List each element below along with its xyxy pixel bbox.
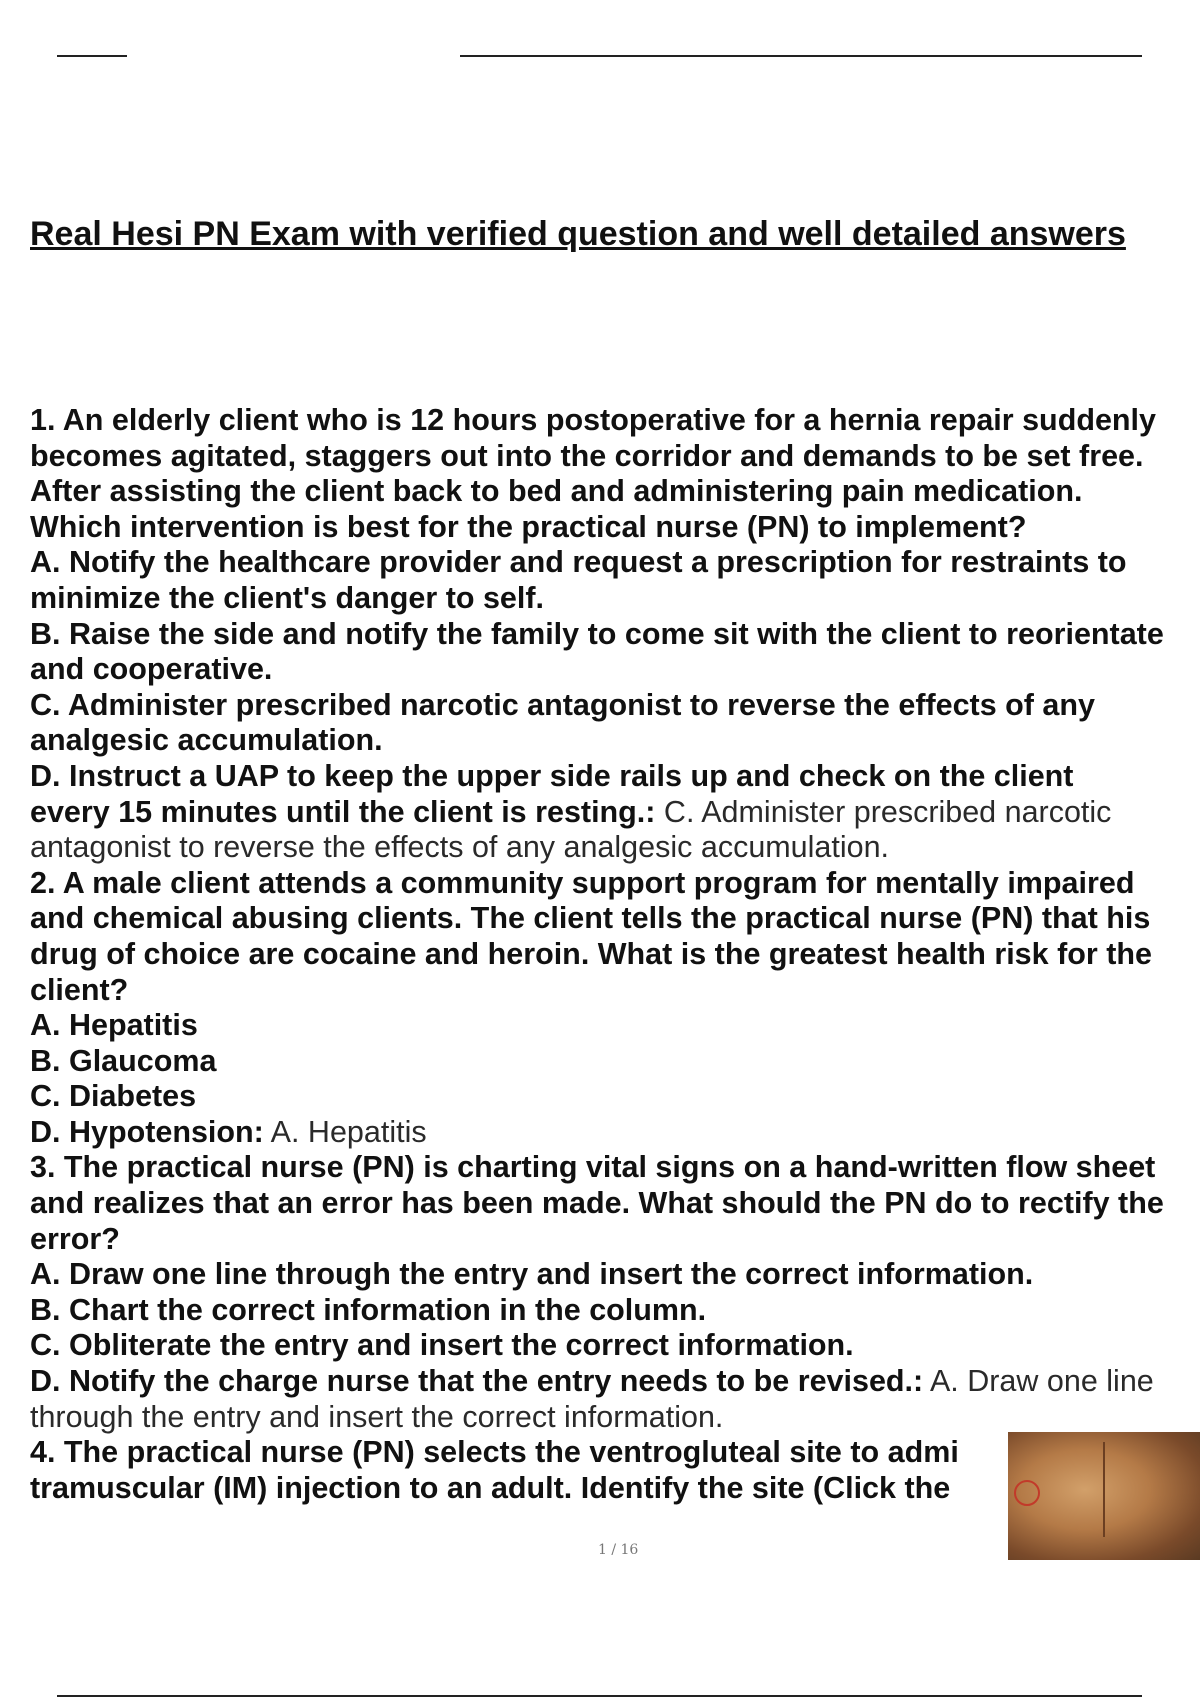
question-text: and realizes that an error has been made. What should the PN do to rectify the — [30, 1186, 1164, 1221]
image-crease — [1103, 1442, 1105, 1537]
question-text: D. Hypotension: — [30, 1114, 264, 1149]
text-line — [30, 901, 1200, 937]
question-text: C. Diabetes — [30, 1079, 197, 1114]
text-line — [30, 1008, 1200, 1044]
answer-text: antagonist to reverse the effects of any analgesic accumulation. — [30, 830, 890, 865]
question-text: client? — [30, 972, 129, 1007]
text-line — [30, 973, 1200, 1009]
document-title: Real Hesi PN Exam with verified question and well detailed answers — [30, 215, 1126, 253]
question-body — [30, 403, 1200, 1506]
question-text: drug of choice are cocaine and heroin. What is the greatest health risk for the — [30, 936, 1152, 971]
question-text: C. Administer prescribed narcotic antagonist to reverse the effects of any — [30, 687, 1095, 722]
question-text: After assisting the client back to bed and administering pain medication. — [30, 474, 1083, 509]
question-text: A. Notify the healthcare provider and request a prescription for restraints to — [30, 545, 1127, 580]
text-line — [30, 617, 1200, 653]
text-line — [30, 581, 1200, 617]
header-rule-left — [57, 55, 127, 57]
question-text: D. Notify the charge nurse that the entry needs to be revised.: — [30, 1364, 924, 1399]
question-text: B. Raise the side and notify the family to come sit with the client to reorientate — [30, 616, 1164, 651]
text-line — [30, 866, 1200, 902]
text-line — [30, 1364, 1200, 1400]
text-line — [30, 795, 1200, 831]
question-text: A. Draw one line through the entry and insert the correct information. — [30, 1257, 1034, 1292]
text-line — [30, 759, 1200, 795]
question-text: tramuscular (IM) injection to an adult. Identify the site (Click the — [30, 1470, 951, 1505]
text-line — [30, 688, 1200, 724]
question-text: Which intervention is best for the practical nurse (PN) to implement? — [30, 509, 1027, 544]
answer-text: A. Draw one line — [923, 1364, 1154, 1399]
text-line — [30, 830, 1200, 866]
question-text: every 15 minutes until the client is resting.: — [30, 794, 656, 829]
question-text: minimize the client's danger to self. — [30, 580, 545, 615]
question-text: becomes agitated, staggers out into the corridor and demands to be set free. — [30, 438, 1144, 473]
text-line — [30, 403, 1200, 439]
text-line — [30, 474, 1200, 510]
question-text: D. Instruct a UAP to keep the upper side rails up and check on the client — [30, 758, 1074, 793]
footer-rule — [57, 1695, 1142, 1697]
answer-text: A. Hepatitis — [263, 1114, 427, 1149]
text-line — [30, 545, 1200, 581]
text-line — [30, 1328, 1200, 1364]
question-text: B. Glaucoma — [30, 1043, 217, 1078]
question-text: 3. The practical nurse (PN) is charting vital signs on a hand-written flow sheet — [30, 1150, 1156, 1185]
text-line — [30, 1222, 1200, 1258]
ventrogluteal-site-image[interactable] — [1008, 1432, 1200, 1560]
question-text: and chemical abusing clients. The client tells the practical nurse (PN) that his — [30, 901, 1151, 936]
text-line — [30, 439, 1200, 475]
question-text: 4. The practical nurse (PN) selects the ventrogluteal site to admi — [30, 1435, 959, 1470]
text-line — [30, 1293, 1200, 1329]
question-text: 2. A male client attends a community support program for mentally impaired — [30, 865, 1135, 900]
text-line — [30, 1186, 1200, 1222]
question-text: B. Chart the correct information in the column. — [30, 1292, 707, 1327]
text-line — [30, 652, 1200, 688]
page-number: 1 / 16 — [598, 1542, 639, 1558]
text-line — [30, 1257, 1200, 1293]
question-text: analgesic accumulation. — [30, 723, 383, 758]
question-text: 1. An elderly client who is 12 hours postoperative for a hernia repair suddenly — [30, 403, 1156, 437]
text-line — [30, 1044, 1200, 1080]
text-line — [30, 1150, 1200, 1186]
header-rule-right — [460, 55, 1142, 57]
question-text: error? — [30, 1221, 120, 1256]
answer-text: through the entry and insert the correct information. — [30, 1399, 724, 1434]
text-line — [30, 723, 1200, 759]
text-line — [30, 1079, 1200, 1115]
text-line — [30, 1115, 1200, 1151]
answer-text: C. Administer prescribed narcotic — [655, 794, 1112, 829]
text-line — [30, 1400, 1200, 1436]
question-text: C. Obliterate the entry and insert the correct information. — [30, 1328, 854, 1363]
text-line — [30, 937, 1200, 973]
site-marker-icon — [1014, 1480, 1040, 1506]
question-text: A. Hepatitis — [30, 1008, 198, 1043]
text-line — [30, 510, 1200, 546]
question-text: and cooperative. — [30, 652, 273, 687]
